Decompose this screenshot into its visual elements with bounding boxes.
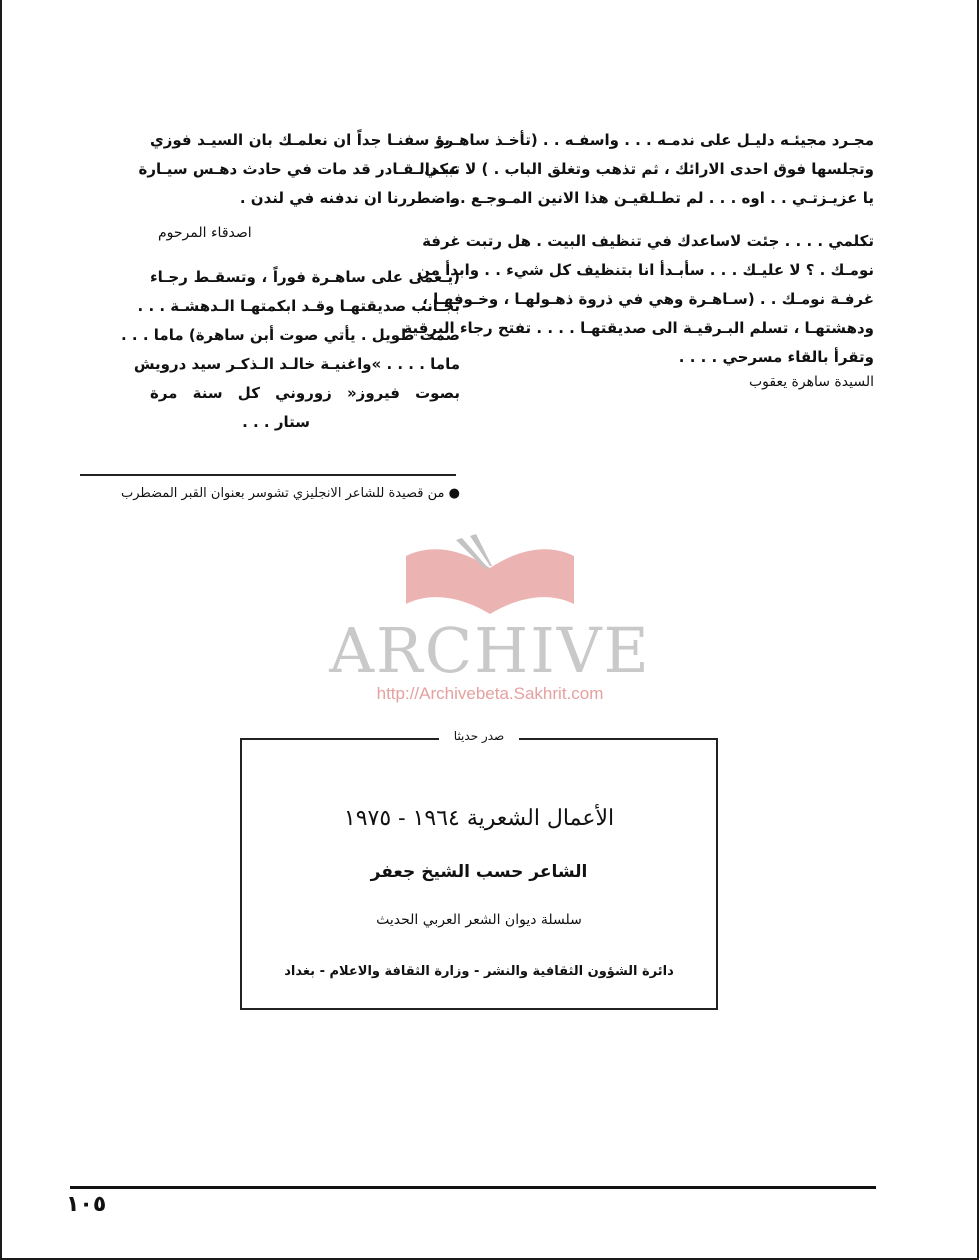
left-text-column [121,126,460,437]
left-para2-line: صمت طويل . يأتي صوت أبن ساهرة) ماما . . . [121,326,460,344]
open-book-icon [320,530,660,620]
new-release-box [240,729,718,1010]
right-signature: السيدة ساهرة يعقوب [748,374,874,390]
right-para2-line: ودهشتهـا ، تسلم البـرقيـة الى صديقتهـا . . . . تفتح رجاء البرقية [403,319,874,337]
book-author: الشاعر حسب الشيخ جعفر [370,862,588,882]
left-signature: اصدقاء المرحوم [158,225,252,241]
right-text-column [403,126,874,392]
right-para2-line: تكلمي . . . . جئت لاساعدك في تنظيف البيت . هل رتبت غرفة [422,232,874,250]
left-para1-line: واضطررنا ان ندفنه في لندن . [239,189,460,207]
book-title: الأعمال الشعرية ١٩٦٤ - ١٩٧٥ [343,806,615,831]
watermark-url: http://Archivebeta.Sakhrit.com [376,684,604,703]
watermark-title: ARCHIVE [329,614,651,687]
left-para2-line: (يـغمى على ساهـرة فوراً ، وتسقـط رجـاء [150,268,460,286]
left-para2-line: ستار . . . [242,413,310,431]
left-para2-line: بجـانب صديقتهـا وقـد ابكمتهـا الـدهشـة . . . [137,297,460,315]
right-para2-line: غرفـة نومـك . . (سـاهـرة وهي في ذروة ذهـولهـا ، وخـوفهـا ، [422,290,874,308]
left-para2-line: ماما . . . . »واغنيـة خالـد الـذكـر سيد درويش [133,355,460,373]
right-para2-line: نومـك . ؟ لا عليـك . . . سأبـدأ انا بتنظيف كل شيء . . وابدأ من [417,261,874,279]
footnote-divider [80,474,456,476]
book-publisher: دائرة الشؤون الثقافية والنشر - وزارة الثقافة والاعلام - بغداد [284,964,674,979]
scan-border-left [0,0,2,1260]
new-release-label: صدر حديثا [439,729,519,743]
right-para1-line: يا عزيـزتـي . . اوه . . . لم تطـلقيـن هذا الانين المـوجـع . . [449,189,874,207]
book-series: سلسلة ديوان الشعر العربي الحديث [376,912,582,928]
right-para1-line: مجـرد مجيئـه دليـل على ندمـه . . . واسفـه . . (تأخـذ ساهـرة [435,131,874,149]
right-para2-line: وتقرأ بالقاء مسرحي . . . . [678,348,874,366]
right-para1-line: وتجلسها فوق احدى الارائك ، ثم تذهب وتغلق الباب . ) لا تبكي [424,160,874,178]
page-number: ١٠٥ [66,1192,107,1217]
archive-watermark [320,530,660,710]
left-para1-line: يؤ سفنـا جداً ان نعلمـك بان السيـد فوزي [150,131,450,149]
page-footer-rule [70,1186,876,1189]
left-para1-line: عبـدالـقـادر قد مات في حادث دهـس سيـارة [138,160,460,178]
left-para2-line: بصوت فيروز« زوروني كل سنة مرة [150,384,460,402]
footnote: ● من قصيدة للشاعر الانجليزي تشوسر بعنوان القبر المضطرب [120,486,460,501]
